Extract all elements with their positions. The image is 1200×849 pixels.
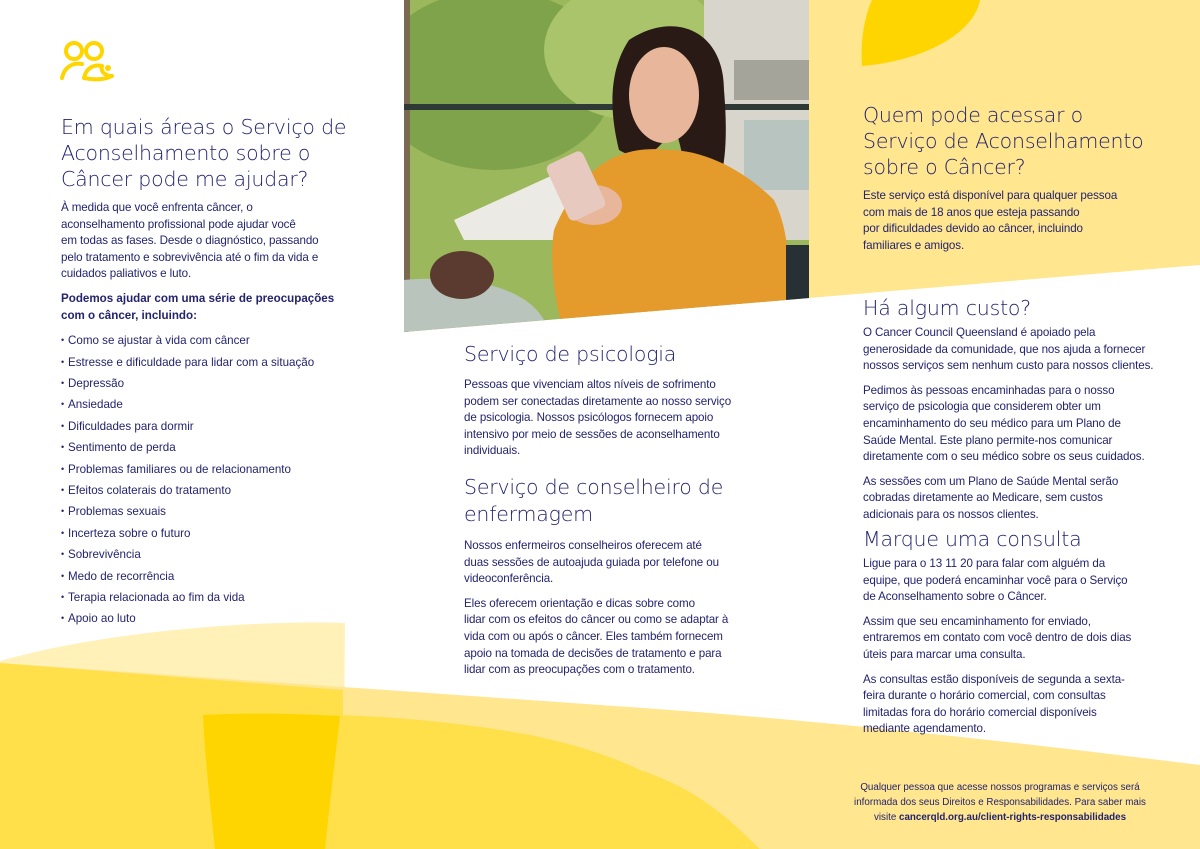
- booking-heading: Marque uma consulta: [863, 527, 1082, 551]
- middle-panel: [464, 341, 764, 687]
- photo-illustration: [404, 0, 809, 332]
- cost-para-1: O Cancer Council Queensland é apoiado pela generosidade da comunidade, que nos ajuda a fornecer nossos serviços sem nenhum custo para nossos clientes.: [863, 326, 1154, 373]
- rights-footer-note: Qualquer pessoa que acesse nossos programas e serviços será informada dos seus Direitos e Responsabilidades. Para saber mais visite cancerqld.org.au/client-rights-responsabilidades: [854, 782, 1146, 823]
- right-panel-access: [863, 102, 1173, 254]
- nursing-heading: Serviço de conselheiro de enfermagem: [464, 474, 724, 526]
- list-item: • Dificuldades para dormir: [61, 419, 194, 433]
- nursing-para-2: Eles oferecem orientação e dicas sobre como lidar com os efeitos do câncer ou como se adaptar à vida com ou após o câncer. Eles também fornecem apoio na tomada de decisões de tratamento e para lidar com as preocupações com o tratamento.: [464, 596, 729, 677]
- list-item: • Terapia relacionada ao fim da vida: [61, 591, 245, 605]
- list-item: • Efeitos colaterais do tratamento: [61, 484, 232, 497]
- cost-para-2: Pedimos às pessoas encaminhadas para o nosso serviço de psicologia que considerem obter um encaminhamento do seu médico para um Plano de Saúde Mental. Este plano permite-nos comunicar diretamente com o seu médico sobre os seus cuidados.: [863, 383, 1145, 464]
- list-item: • Sobrevivência: [61, 548, 141, 562]
- bottom-center-dark: [203, 714, 340, 849]
- cost-para-3: As sessões com um Plano de Saúde Mental serão cobradas diretamente ao Medicare, sem custos adicionais para os nossos clientes.: [863, 474, 1119, 521]
- right-panel-cost: [863, 295, 1183, 532]
- list-item: • Problemas familiares ou de relacionamento: [61, 462, 291, 476]
- left-intro: À medida que você enfrenta câncer, o aconselhamento profissional pode ajudar você em todas as fases. Desde o diagnóstico, passando pelo tratamento e sobrevivência até o fim da vida e cuidados paliativos e luto.: [61, 201, 319, 281]
- list-item: • Como se ajustar à vida com câncer: [61, 334, 250, 348]
- list-item: • Incerteza sobre o futuro: [61, 526, 191, 540]
- booking-para-3: As consultas estão disponíveis de segunda a sexta- feira durante o horário comercial, com consultas limitadas fora do horário comercial disponíveis mediante agendamento.: [863, 672, 1125, 736]
- access-heading: Quem pode acessar o Serviço de Aconselhamento sobre o Câncer?: [863, 103, 1144, 179]
- booking-para-1: Ligue para o 13 11 20 para falar com alguém da equipe, que poderá encaminhar você para o Serviço de Aconselhamento sobre o Câncer.: [863, 557, 1128, 604]
- list-item: • Ansiedade: [61, 398, 123, 412]
- cost-heading: Há algum custo?: [863, 296, 1031, 320]
- rights-link[interactable]: cancerqld.org.au/client-rights-responsabilidades: [899, 812, 1127, 823]
- list-item: • Medo de recorrência: [61, 569, 175, 583]
- nursing-para-1: Nossos enfermeiros conselheiros oferecem até duas sessões de autoajuda guiada por telefone ou videoconferência.: [464, 538, 719, 586]
- psychology-heading: Serviço de psicologia: [464, 342, 677, 366]
- concerns-list: [61, 330, 351, 630]
- concerns-intro: Podemos ajudar com uma série de preocupações com o câncer, incluindo:: [61, 291, 335, 322]
- people-chat-icon: [60, 40, 118, 84]
- list-item: • Sentimento de perda: [61, 441, 176, 455]
- booking-para-2: Assim que seu encaminhamento for enviado, entraremos em contato com você dentro de dois dias úteis para marcar uma consulta.: [863, 614, 1132, 661]
- left-panel: [61, 114, 351, 630]
- psychology-body: Pessoas que vivenciam altos níveis de sofrimento podem ser conectadas diretamente ao nosso serviço de psicologia. Nossos psicólogos fornecem apoio intensivo por meio de sessões de aconselhamento individuais.: [464, 378, 732, 458]
- hero-photo: [404, 0, 809, 332]
- list-item: • Depressão: [61, 376, 125, 390]
- list-item: • Estresse e dificuldade para lidar com a situação: [61, 355, 315, 369]
- logo: [60, 40, 118, 84]
- list-item: • Problemas sexuais: [61, 505, 166, 519]
- right-panel-booking: [863, 526, 1183, 746]
- access-body: Este serviço está disponível para qualquer pessoa com mais de 18 anos que esteja passando por dificuldades devido ao câncer, incluindo familiares e amigos.: [863, 189, 1118, 252]
- list-item: • Apoio ao luto: [61, 612, 136, 626]
- left-heading: Em quais áreas o Serviço de Aconselhamento sobre o Câncer pode me ajudar?: [61, 115, 347, 191]
